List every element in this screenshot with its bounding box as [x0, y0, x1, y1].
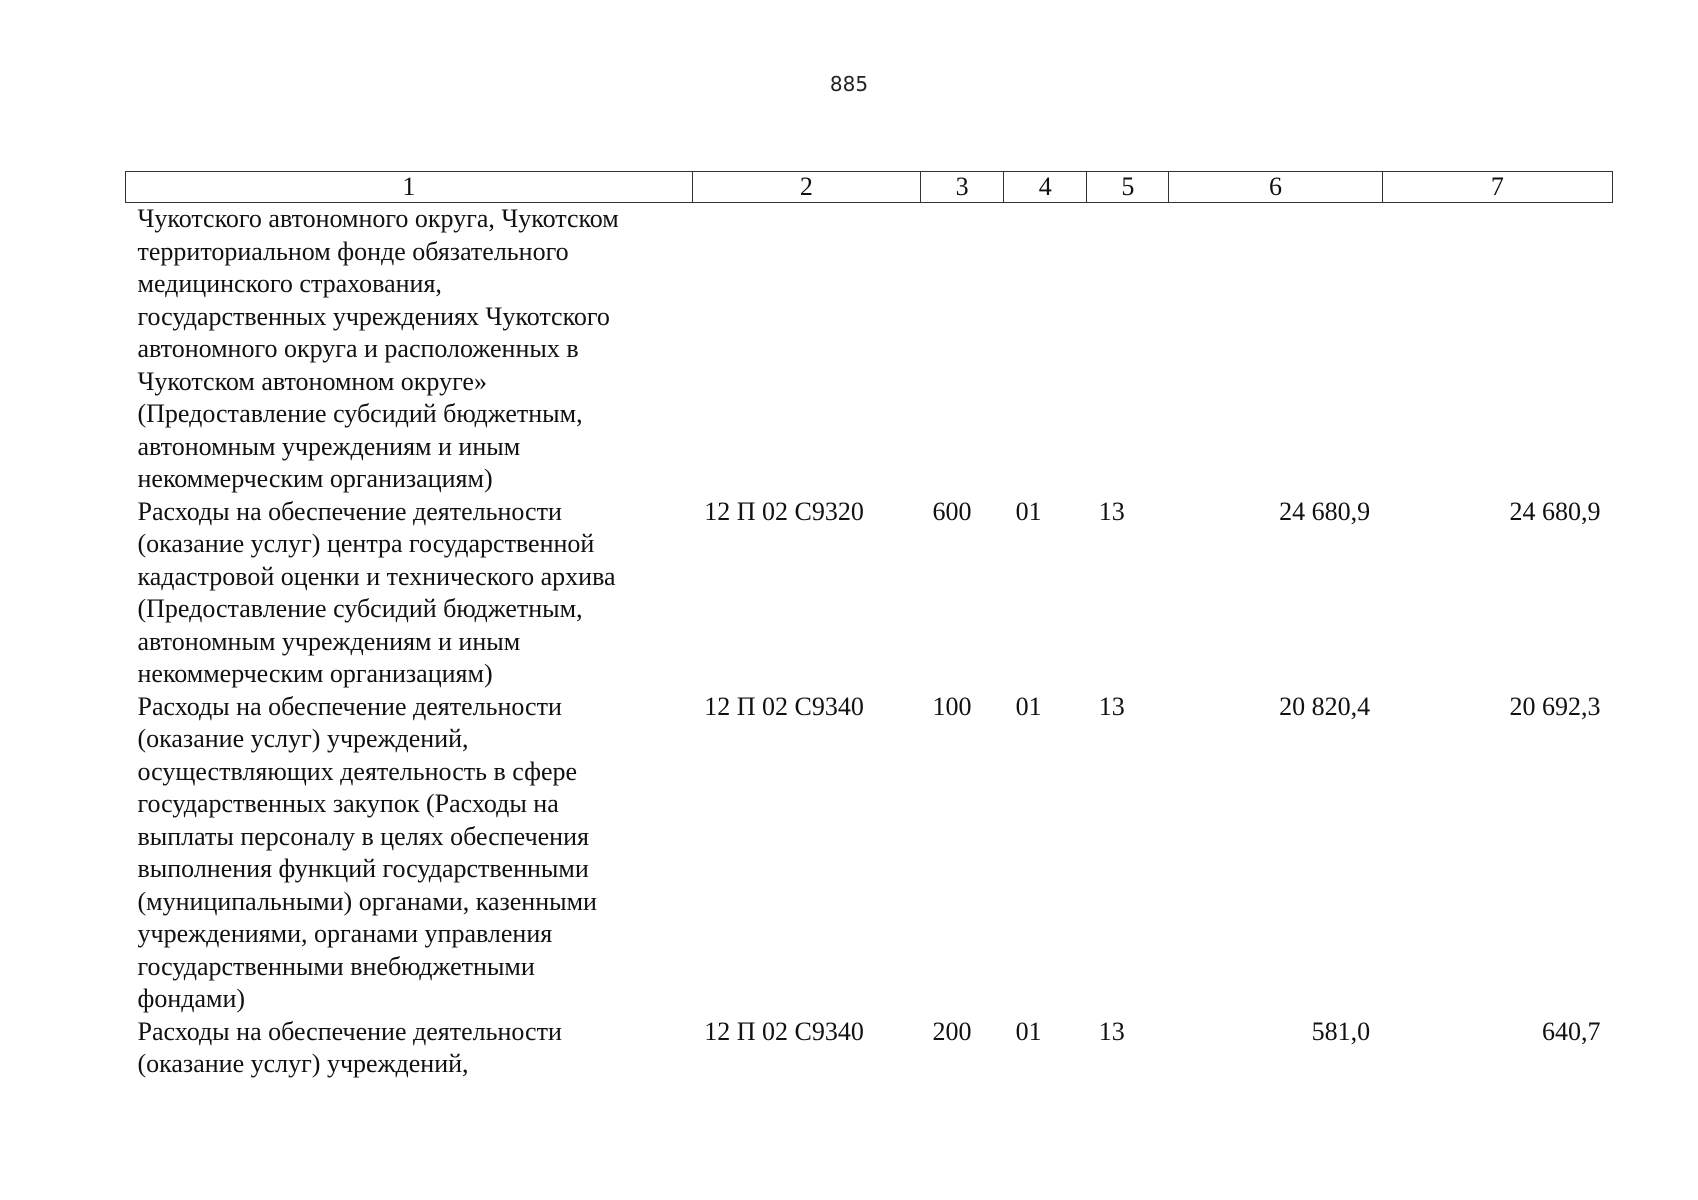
- row-target-code: 12 П 02 С9320: [704, 496, 864, 526]
- row-target-code: 12 П 02 С9340: [704, 1016, 864, 1046]
- row-expense-type: 200: [932, 1016, 972, 1046]
- row-expense-type: [921, 203, 1004, 496]
- row-amount-1: 20 820,4: [1279, 691, 1371, 721]
- header-row: [126, 172, 1613, 203]
- row-section: 01: [1015, 496, 1042, 526]
- row-amount-2: 20 692,3: [1509, 691, 1601, 721]
- row-description-text: Расходы на обеспечение деятельности (оказание услуг) учреждений,: [137, 1016, 562, 1078]
- header-col-6: 6: [1169, 172, 1382, 203]
- row-amount-2: [1382, 203, 1612, 496]
- row-amount-1: 24 680,9: [1279, 496, 1371, 526]
- row-amount-1: [1169, 203, 1382, 496]
- table-body: [126, 203, 1613, 1081]
- row-amount-1: 581,0: [1311, 1016, 1371, 1046]
- table-header: [126, 172, 1613, 203]
- header-col-1: 1: [126, 172, 693, 203]
- row-target-code: [692, 203, 920, 496]
- row-expense-type: 100: [932, 691, 972, 721]
- row-subsection: 13: [1098, 691, 1125, 721]
- header-col-4: 4: [1004, 172, 1087, 203]
- row-description: [126, 496, 693, 691]
- row-subsection: 13: [1098, 1016, 1125, 1046]
- page-number: 885: [829, 72, 869, 96]
- table-row: [126, 496, 1613, 691]
- table-row: [126, 203, 1613, 496]
- row-section: 01: [1015, 691, 1042, 721]
- row-description-text: Чукотского автономного округа, Чукотском территориальном фонде обязательного медицинского страхования, государственных учреждениях Чукотского автономного округа и расположенных в Чукотском автономном округе» (Предоставление субсидий бюджетным, автономным учреждениям и иным некоммерческим организациям): [137, 204, 619, 493]
- table-row: [126, 1016, 1613, 1081]
- row-amount-2: 24 680,9: [1509, 496, 1601, 526]
- row-amount-2: 640,7: [1542, 1016, 1601, 1046]
- row-section: [1004, 203, 1087, 496]
- row-subsection: [1087, 203, 1169, 496]
- row-subsection: 13: [1098, 496, 1125, 526]
- row-target-code: 12 П 02 С9340: [704, 691, 864, 721]
- header-col-2: 2: [692, 172, 920, 203]
- row-description: [126, 691, 693, 1016]
- table-row: [126, 691, 1613, 1016]
- row-description: [126, 1016, 693, 1081]
- row-description: [126, 203, 693, 496]
- header-col-3: 3: [921, 172, 1004, 203]
- budget-table: [125, 171, 1613, 1081]
- row-description-text: Расходы на обеспечение деятельности (оказание услуг) центра государственной кадастровой оценки и технического архива (Предоставление субсидий бюджетным, автономным учреждениям и иным некоммерческим организациям): [137, 496, 616, 688]
- row-description-text: Расходы на обеспечение деятельности (оказание услуг) учреждений, осуществляющих деятельность в сфере государственных закупок (Расходы на выплаты персоналу в целях обеспечения выполнения функций государственными (муниципальными) органами, казенными учреждениями, органами управления государственными внебюджетными фондами): [137, 691, 597, 1013]
- row-expense-type: 600: [932, 496, 972, 526]
- header-col-5: 5: [1087, 172, 1169, 203]
- row-section: 01: [1015, 1016, 1042, 1046]
- header-col-7: 7: [1382, 172, 1612, 203]
